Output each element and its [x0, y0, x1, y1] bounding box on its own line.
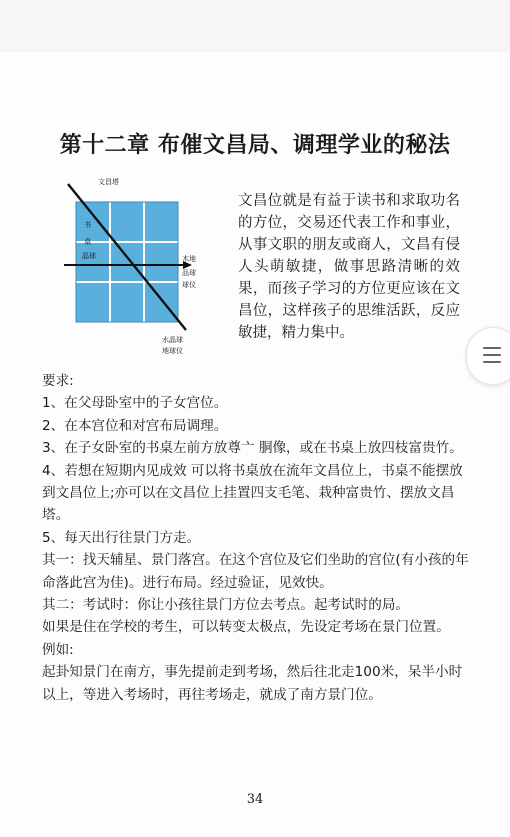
label-wenchang-tower: 文昌塔	[98, 178, 119, 186]
paragraph-4: 4、若想在短期内见成效 可以将书桌放在流年文昌位上，书桌不能摆放到文昌位上;亦可以在文昌位上挂置四支毛笔、栽种富贵竹、摆放文昌塔。	[42, 462, 463, 524]
paragraph-1: 1、在父母卧室中的子女宫位。	[42, 395, 228, 412]
grid-background	[76, 202, 178, 322]
chapter-title: 第十二章 布催文昌局、调理学业的秘法	[59, 132, 451, 158]
body-text	[42, 370, 470, 706]
label-right-mid: 品球	[182, 269, 196, 277]
hamburger-menu-icon[interactable]	[466, 327, 510, 385]
wenchang-diagram	[58, 172, 218, 368]
example-heading: 例如:	[42, 641, 74, 658]
paragraph-10: 起卦知景门在南方，事先提前走到考场，然后往北走100米，呆半小时以上，等进入考场时，再往考场走，就成了南方景门位。	[42, 664, 463, 703]
paragraph-2: 2、在本宫位和对宫布局调理。	[42, 417, 228, 434]
paragraph-5: 5、每天出行往景门方走。	[42, 529, 201, 546]
label-inner-2: 桌	[84, 238, 91, 246]
label-crystal-ball: 水晶球	[162, 336, 183, 344]
label-inner-1: 书	[84, 221, 91, 229]
paragraph-3: 3、在子女卧室的书桌左前方放尊亠 胴像，或在书桌上放四枝富贵竹。	[42, 440, 463, 457]
label-right-top: 木地	[182, 255, 196, 263]
label-right-bot: 球仪	[182, 281, 196, 289]
diagram-svg	[58, 172, 218, 368]
page-number: 34	[246, 792, 264, 807]
intro-paragraph: 文昌位就是有益于读书和求取功名的方位，交易还代表工作和事业，从事文职的朋友或商人，文昌有侵人头萌敏捷，做事思路清晰的效果，而孩子学习的方位更应该在文昌位，这样孩子的思维活跃，反应敏捷，精力集中。	[238, 193, 460, 341]
requirements-heading: 要求:	[42, 373, 74, 389]
label-inner-3: 晶球	[82, 252, 96, 260]
label-globe: 地球仪	[162, 347, 183, 355]
paragraph-8: 如果是住在学校的考生，可以转变太极点，先设定考场在景门位置。	[42, 619, 450, 636]
top-band	[0, 0, 510, 52]
paragraph-6: 其一：找天辅星、景门落宫。在这个宫位及它们坐助的宫位(有小孩的年命落此宫为佳)。进行布局。经过验证，见效快。	[42, 552, 469, 591]
paragraph-7: 其二：考试时：你让小孩往景门方位去考点。起考试时的局。	[42, 597, 410, 614]
